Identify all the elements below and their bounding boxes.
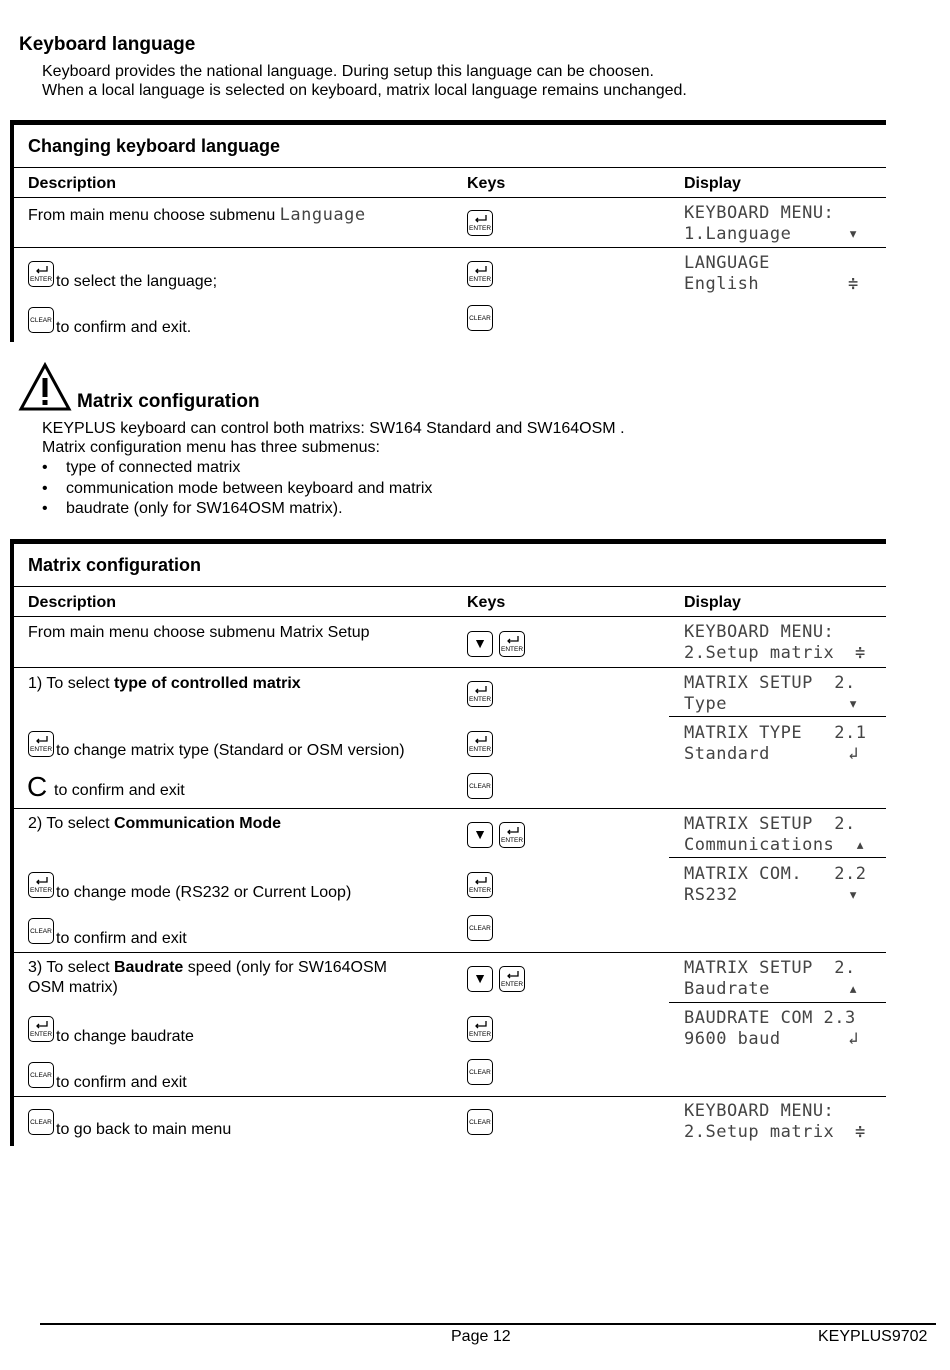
enter-key: ENTER [499, 966, 525, 992]
row-text: to change matrix type (Standard or OSM version) [56, 742, 405, 759]
enter-icon [474, 215, 488, 224]
divider [14, 667, 886, 668]
enter-icon [474, 877, 488, 886]
lcd-down-arrow-icon: ▾ [848, 885, 859, 905]
clear-key: CLEAR [28, 307, 54, 333]
row-text: to confirm and exit [56, 930, 187, 947]
enter-icon [35, 736, 49, 745]
divider [14, 247, 886, 248]
divider [14, 952, 886, 953]
table-top-rule [10, 120, 886, 125]
enter-icon [506, 827, 520, 836]
page-number: Page 12 [451, 1328, 511, 1345]
table-left-rule [10, 539, 14, 1146]
lcd-display-line2: RS232 [684, 885, 738, 905]
enter-key: ENTER [467, 1016, 493, 1042]
column-header-description: Description [28, 175, 117, 192]
enter-icon [474, 1021, 488, 1030]
enter-key: ENTER [28, 731, 54, 757]
lcd-display-line2: 2.Setup matrix [684, 1122, 835, 1142]
down-arrow-key: ▼ [467, 631, 493, 657]
lcd-display-line2: Standard [684, 744, 770, 764]
document-code: KEYPLUS9702 [818, 1328, 928, 1345]
clear-key: CLEAR [467, 915, 493, 941]
divider [14, 1096, 886, 1097]
lcd-display-line1: MATRIX SETUP 2. [684, 814, 856, 834]
lcd-display-line2: English [684, 274, 760, 294]
row-text: to confirm and exit. [56, 319, 192, 336]
enter-key: ENTER [467, 681, 493, 707]
lcd-return-icon: ↲ [848, 1029, 859, 1049]
divider [669, 857, 886, 858]
lcd-display-line2: 2.Setup matrix [684, 643, 835, 663]
lcd-down-arrow-icon: ▾ [848, 224, 859, 244]
down-arrow-key: ▼ [467, 966, 493, 992]
section-title-keyboard-language: Keyboard language [19, 34, 196, 55]
enter-key: ENTER [467, 872, 493, 898]
lcd-up-arrow-icon: ▴ [848, 979, 859, 999]
lcd-updown-arrow-icon: ≑ [848, 274, 859, 294]
lcd-updown-arrow-icon: ≑ [855, 643, 866, 663]
row-text: From main menu choose submenu [28, 207, 280, 224]
lcd-display-line1: KEYBOARD MENU: [684, 203, 835, 223]
submenu-language-label: Language [279, 205, 366, 225]
row-text-continued: OSM matrix) [28, 979, 118, 996]
enter-key: ENTER [499, 822, 525, 848]
row-text: to go back to main menu [56, 1121, 232, 1138]
enter-key: ENTER [499, 631, 525, 657]
enter-icon [35, 266, 49, 275]
clear-key: CLEAR [467, 1059, 493, 1085]
divider [14, 167, 886, 168]
enter-key: ENTER [467, 731, 493, 757]
enter-key: ENTER [28, 872, 54, 898]
row-text: to change mode (RS232 or Current Loop) [56, 884, 352, 901]
lcd-display-line2: 1.Language [684, 224, 792, 244]
matrix-intro-line1: KEYPLUS keyboard can control both matrixs: SW164 Standard and SW164OSM . [42, 420, 625, 437]
enter-icon [474, 736, 488, 745]
enter-icon [474, 686, 488, 695]
column-header-display: Display [684, 175, 741, 192]
lcd-down-arrow-icon: ▾ [848, 694, 859, 714]
row-text: to change baudrate [56, 1028, 194, 1045]
column-header-keys: Keys [467, 175, 506, 192]
divider [669, 1002, 886, 1003]
row-text: to confirm and exit [56, 1074, 187, 1091]
lcd-display-line1: BAUDRATE COM 2.3 [684, 1008, 856, 1028]
column-header-keys: Keys [467, 594, 506, 611]
enter-icon [474, 266, 488, 275]
table-left-rule [10, 120, 14, 342]
warning-icon [18, 362, 72, 417]
clear-key: CLEAR [28, 918, 54, 944]
lcd-display-line1: MATRIX TYPE 2.1 [684, 723, 867, 743]
divider [14, 586, 886, 587]
lcd-up-arrow-icon: ▴ [855, 835, 866, 855]
clear-key: CLEAR [467, 1109, 493, 1135]
enter-icon [35, 1021, 49, 1030]
table-title: Matrix configuration [28, 555, 202, 575]
lcd-display-line1: MATRIX COM. 2.2 [684, 864, 867, 884]
column-header-display: Display [684, 594, 741, 611]
divider [14, 616, 886, 617]
row-text: 1) To select type of controlled matrix [28, 675, 301, 692]
enter-icon [506, 636, 520, 645]
table-title: Changing keyboard language [28, 136, 281, 156]
enter-key: ENTER [467, 210, 493, 236]
row-text: From main menu choose submenu Matrix Setup [28, 624, 370, 641]
clear-key: CLEAR [467, 305, 493, 331]
table-changing-keyboard-language [10, 120, 886, 342]
footer-rule [40, 1323, 936, 1325]
lcd-return-icon: ↲ [848, 744, 859, 764]
clear-c-glyph: C [27, 771, 48, 802]
row-text: to select the language; [56, 273, 218, 290]
column-header-description: Description [28, 594, 117, 611]
lcd-display-line2: Baudrate [684, 979, 770, 999]
lcd-updown-arrow-icon: ≑ [855, 1122, 866, 1142]
enter-key: ENTER [467, 261, 493, 287]
enter-icon [506, 971, 520, 980]
keyboard-language-intro-line2: When a local language is selected on keyboard, matrix local language remains unchanged. [42, 82, 687, 99]
matrix-intro-line2: Matrix configuration menu has three submenus: [42, 439, 380, 456]
lcd-display-line1: LANGUAGE [684, 253, 770, 273]
table-row-description [28, 205, 366, 226]
lcd-display-line1: KEYBOARD MENU: [684, 622, 835, 642]
divider [14, 197, 886, 198]
clear-key: CLEAR [28, 1062, 54, 1088]
divider [669, 716, 886, 717]
lcd-display-line2: Type [684, 694, 727, 714]
enter-icon [35, 877, 49, 886]
row-text: to confirm and exit [54, 782, 185, 799]
enter-key: ENTER [28, 261, 54, 287]
divider [14, 808, 886, 809]
lcd-display-line2: Communications [684, 835, 835, 855]
lcd-display-line1: KEYBOARD MENU: [684, 1101, 835, 1121]
lcd-display-line2: 9600 baud [684, 1029, 781, 1049]
keyboard-language-intro-line1: Keyboard provides the national language. During setup this language can be choosen. [42, 63, 654, 80]
clear-key: CLEAR [28, 1109, 54, 1135]
enter-key: ENTER [28, 1016, 54, 1042]
table-top-rule [10, 539, 886, 544]
clear-key: CLEAR [467, 773, 493, 799]
lcd-display-line1: MATRIX SETUP 2. [684, 673, 856, 693]
section-title-matrix-configuration: Matrix configuration [77, 391, 260, 412]
down-arrow-key: ▼ [467, 822, 493, 848]
row-text: 2) To select Communication Mode [28, 815, 282, 832]
table-matrix-configuration [10, 539, 886, 1146]
row-text: 3) To select Baudrate speed (only for SW164OSM [28, 959, 387, 976]
lcd-display-line1: MATRIX SETUP 2. [684, 958, 856, 978]
